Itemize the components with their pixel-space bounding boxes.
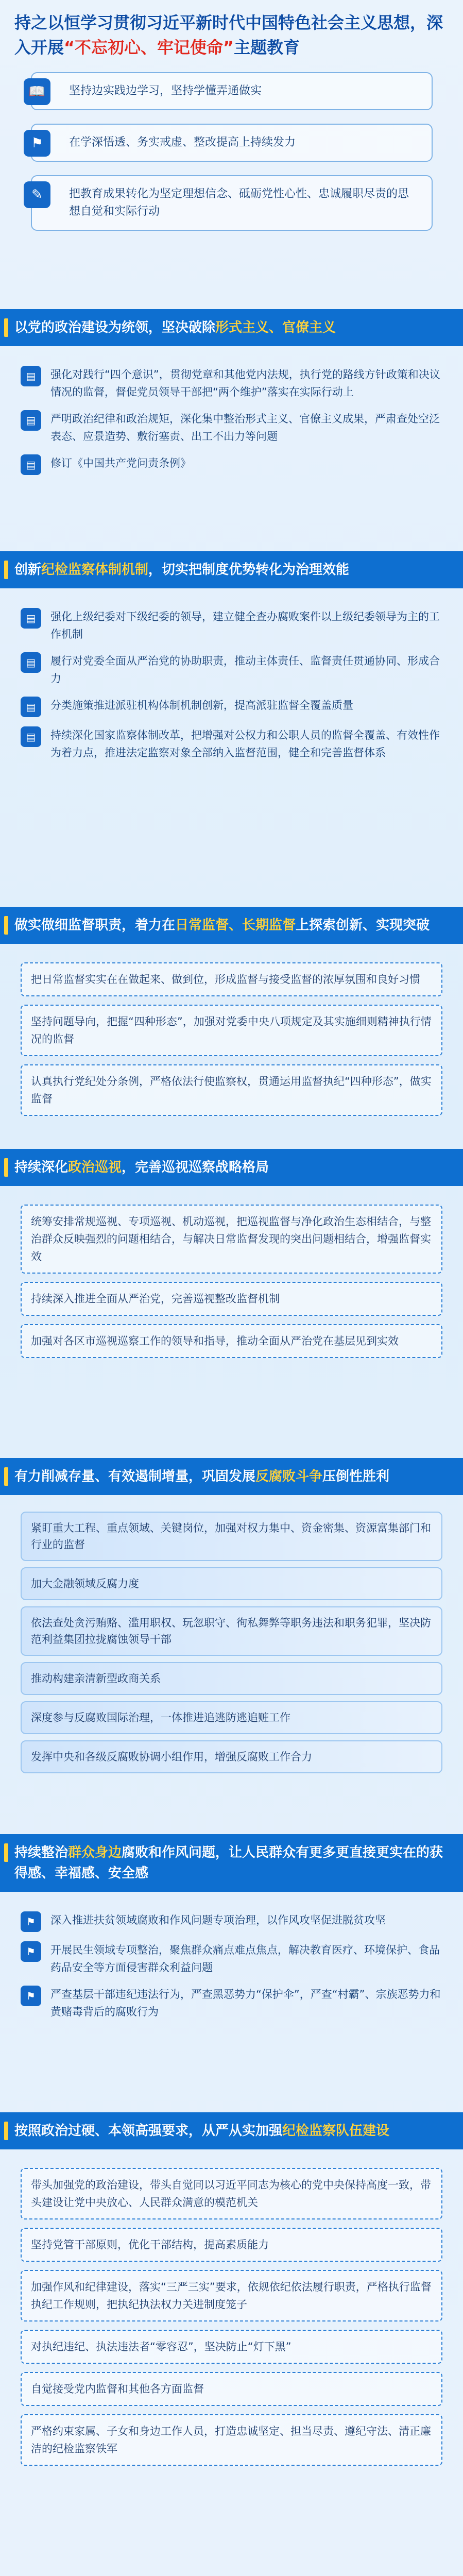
flag-icon: ⚑ bbox=[21, 1941, 41, 1962]
list-item bbox=[21, 1986, 442, 2021]
pill-item: 紧盯重大工程、重点领域、关键岗位，加强对权力集中、资金密集、资源富集部门和行业的监督 bbox=[21, 1512, 442, 1561]
section-title bbox=[0, 1458, 463, 1495]
title-pre: 有力削减存量、有效遏制增量，巩固发展 bbox=[14, 1469, 256, 1484]
title-bar bbox=[4, 561, 8, 579]
section-political-building bbox=[0, 309, 463, 495]
item-text: 分类施策推进派驻机构体制机制创新，提高派驻监督全覆盖质量 bbox=[50, 699, 353, 711]
hero-item bbox=[31, 175, 433, 231]
title-post: 腐败和作风问题，让人民群众有更多更直接更实在的获得感、幸福感、安全感 bbox=[14, 1845, 443, 1881]
item-text: 履行对党委全面从严治党的协助职责，推动主体责任、监督责任贯通协同、形成合力 bbox=[50, 655, 440, 685]
dashed-item: 加强作风和纪律建设，落实“三严三实”要求，依规依纪依法履行职责，严格执行监督执纪工作规则，把执纪执法权力关进制度笼子 bbox=[21, 2270, 442, 2321]
dashed-item: 统筹安排常规巡视、专项巡视、机动巡视，把巡视监督与净化政治生态相结合，与整治群众反映强烈的问题相结合，与解决日常监督发现的突出问题相结合，增强监督实效 bbox=[21, 1205, 442, 1274]
dashed-item: 认真执行党纪处分条例，严格依法行使监察权，贯通运用监督执纪“四种形态”，做实监督 bbox=[21, 1064, 442, 1116]
title-pre: 持续深化 bbox=[14, 1160, 68, 1175]
pen-icon: ✎ bbox=[24, 181, 50, 208]
title-bar bbox=[4, 1843, 8, 1862]
list-item bbox=[21, 410, 442, 445]
pill-item: 加大金融领域反腐力度 bbox=[21, 1567, 442, 1600]
item-text: 深入推进扶贫领域腐败和作风问题专项治理，以作风攻坚促进脱贫攻坚 bbox=[50, 1914, 386, 1926]
list-item bbox=[21, 697, 442, 717]
flag-icon: ⚑ bbox=[24, 130, 50, 157]
list-item bbox=[21, 608, 442, 643]
pill-item: 依法查处贪污贿赂、滥用职权、玩忽职守、徇私舞弊等职务违法和职务犯罪，坚决防范利益集团拉拢腐蚀领导干部 bbox=[21, 1606, 442, 1656]
dashed-item: 持续深入推进全面从严治党，完善巡视整改监督机制 bbox=[21, 1282, 442, 1316]
dashed-item: 坚持党管干部原则，优化干部结构，提高素质能力 bbox=[21, 2228, 442, 2262]
section-title bbox=[0, 309, 463, 346]
list-item bbox=[21, 1911, 442, 1932]
dashed-item: 把日常监督实实在在做起来、做到位，形成监督与接受监督的浓厚氛围和良好习惯 bbox=[21, 962, 442, 996]
hero-title bbox=[14, 10, 449, 60]
title-post: 压倒性胜利 bbox=[322, 1469, 390, 1484]
title-bar bbox=[4, 1467, 8, 1486]
doc-icon: ▤ bbox=[21, 726, 41, 747]
title-bar bbox=[4, 916, 8, 935]
title-em: 日常监督、长期监督 bbox=[175, 918, 296, 933]
flag-icon: ⚑ bbox=[21, 1986, 41, 2006]
section-body bbox=[0, 2149, 463, 2484]
title-post: ，完善巡视巡察战略格局 bbox=[122, 1160, 269, 1175]
section-title bbox=[0, 551, 463, 588]
hero-item-text: 坚持边实践边学习，坚持学懂弄通做实 bbox=[69, 84, 262, 97]
list-item bbox=[21, 366, 442, 401]
hero-item-text: 在学深悟透、务实戒虚、整改提高上持续发力 bbox=[69, 136, 296, 149]
item-text: 强化上级纪委对下级纪委的领导，建立健全查办腐败案件以上级纪委领导为主的工作机制 bbox=[50, 611, 440, 640]
title-pre: 按照政治过硬、本领高强要求，从严从实加强 bbox=[14, 2123, 283, 2139]
dashed-item: 严格约束家属、子女和身边工作人员，打造忠诚坚定、担当尽责、遵纪守法、清正廉洁的纪检监察铁军 bbox=[21, 2414, 442, 2466]
title-bar bbox=[4, 2122, 8, 2140]
section-supervision bbox=[0, 907, 463, 1134]
dashed-item: 带头加强党的政治建设，带头自觉同以习近平同志为核心的党中央保持高度一致，带头建设让党中央放心、人民群众满意的模范机关 bbox=[21, 2168, 442, 2219]
section-title bbox=[0, 1149, 463, 1186]
section-body bbox=[0, 1186, 463, 1377]
hero-items bbox=[28, 72, 433, 244]
section-body bbox=[0, 588, 463, 781]
doc-icon: ▤ bbox=[21, 608, 41, 629]
hero-title-part2: 主题教育 bbox=[234, 38, 300, 57]
title-pre: 创新 bbox=[14, 562, 42, 578]
hero-item bbox=[28, 72, 433, 110]
list-item bbox=[21, 1941, 442, 1976]
section-body bbox=[0, 1495, 463, 1790]
flag-icon: ⚑ bbox=[21, 1911, 41, 1932]
section-title bbox=[0, 1834, 463, 1892]
hero-item-text: 把教育成果转化为坚定理想信念、砥砺党性心性、忠诚履职尽责的思想自觉和实际行动 bbox=[69, 188, 409, 218]
item-text: 修订《中国共产党问责条例》 bbox=[50, 457, 191, 469]
title-pre: 持续整治 bbox=[14, 1845, 68, 1860]
item-text: 严明政治纪律和政治规矩，深化集中整治形式主义、官僚主义成果，严肃查处空泛表态、应景造势、敷衍塞责、出工不出力等问题 bbox=[50, 413, 440, 443]
hero-section bbox=[14, 10, 449, 60]
pill-item: 推动构建亲清新型政商关系 bbox=[21, 1662, 442, 1695]
pill-item: 深度参与反腐败国际治理，一体推进追逃防逃追赃工作 bbox=[21, 1701, 442, 1734]
title-em: 形式主义、官僚主义 bbox=[215, 320, 336, 335]
list-item bbox=[21, 652, 442, 687]
section-grassroots bbox=[0, 1834, 463, 2040]
section-mechanism bbox=[0, 551, 463, 781]
title-post: 上探索创新、实现突破 bbox=[296, 918, 430, 933]
title-em: 纪检监察体制机制 bbox=[41, 562, 149, 578]
title-bar bbox=[4, 318, 8, 337]
pill-item: 发挥中央和各级反腐败协调小组作用，增强反腐败工作合力 bbox=[21, 1740, 442, 1773]
book-icon: 📖 bbox=[24, 78, 50, 105]
dashed-item: 加强对各区市巡视巡察工作的领导和指导，推动全面从严治党在基层见到实效 bbox=[21, 1324, 442, 1358]
doc-icon: ▤ bbox=[21, 697, 41, 717]
title-em: 反腐败斗争 bbox=[255, 1469, 323, 1484]
section-title bbox=[0, 2112, 463, 2149]
section-title bbox=[0, 907, 463, 944]
section-body bbox=[0, 346, 463, 495]
hero-title-part1: 持之以恒学习贯彻习近平新时代中国特色社会主义思想，深入开展 bbox=[14, 13, 443, 57]
title-pre: 做实做细监督职责，着力在 bbox=[14, 918, 176, 933]
item-text: 持续深化国家监察体制改革，把增强对公权力和公职人员的监督全覆盖、有效性作为着力点，推进法定监察对象全部纳入监督范围，健全和完善监督体系 bbox=[50, 729, 440, 759]
section-inspection bbox=[0, 1149, 463, 1377]
title-post: ，切实把制度优势转化为治理效能 bbox=[148, 562, 350, 578]
list-item bbox=[21, 726, 442, 761]
doc-icon: ▤ bbox=[21, 410, 41, 431]
dashed-item: 对执纪违纪、执法违法者“零容忍”，坚决防止“灯下黑” bbox=[21, 2330, 442, 2364]
doc-icon: ▤ bbox=[21, 366, 41, 386]
dashed-item: 自觉接受党内监督和其他各方面监督 bbox=[21, 2372, 442, 2406]
doc-icon: ▤ bbox=[21, 652, 41, 673]
item-text: 强化对践行“四个意识”，贯彻党章和其他党内法规，执行党的路线方针政策和决议情况的监督，督促党员领导干部把“两个维护”落实在实际行动上 bbox=[50, 368, 440, 398]
title-bar bbox=[4, 1158, 8, 1177]
list-item bbox=[21, 454, 442, 475]
hero-item bbox=[31, 124, 433, 162]
section-body bbox=[0, 944, 463, 1134]
section-team-building bbox=[0, 2112, 463, 2484]
hero-title-em: “不忘初心、牢记使命” bbox=[64, 38, 234, 57]
item-text: 开展民生领域专项整治，聚焦群众痛点难点焦点，解决教育医疗、环境保护、食品药品安全等方面侵害群众利益问题 bbox=[50, 1944, 440, 1974]
section-anti-corruption bbox=[0, 1458, 463, 1790]
title-em: 政治巡视 bbox=[68, 1160, 122, 1175]
doc-icon: ▤ bbox=[21, 454, 41, 475]
title-em: 群众身边 bbox=[68, 1845, 122, 1860]
dashed-item: 坚持问题导向，把握“四种形态”，加强对党委中央八项规定及其实施细则精神执行情况的监督 bbox=[21, 1005, 442, 1056]
section-body bbox=[0, 1892, 463, 2040]
title-em: 纪检监察队伍建设 bbox=[282, 2123, 390, 2139]
title-pre: 以党的政治建设为统领，坚决破除 bbox=[14, 320, 216, 335]
item-text: 严查基层干部违纪违法行为，严查黑恶势力“保护伞”，严查“村霸”、宗族恶势力和黄赌毒背后的腐败行为 bbox=[50, 1988, 441, 2018]
